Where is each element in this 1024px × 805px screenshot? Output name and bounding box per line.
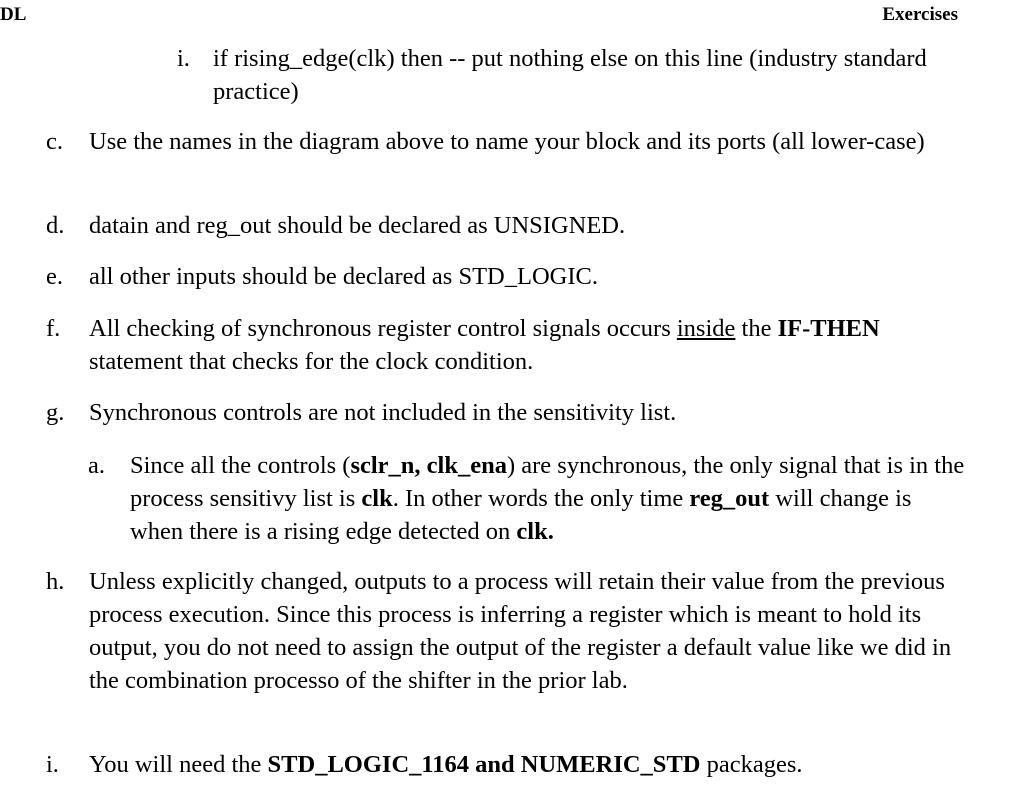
list-item-d [46,209,966,242]
text-run: . In other words the only time [392,485,690,512]
list-item-text [130,449,968,548]
list-marker: i. [177,45,190,72]
text-run: the [735,315,778,342]
list-item-text [89,312,966,378]
text-run: packages. [700,751,803,778]
list-item-g [46,396,966,429]
list-marker: h. [46,568,65,595]
list-item-text: all other inputs should be declared as STD_LOGIC. [89,263,598,290]
bold-keyword: clk. [516,518,554,545]
bold-keyword: IF-THEN [777,315,880,342]
text-run: statement that checks for the clock condition. [89,348,534,375]
bold-keyword: STD_LOGIC_1164 and NUMERIC_STD [267,751,701,778]
list-item-text [89,748,966,781]
list-marker: d. [46,212,65,239]
text-run: ) are synchronous, the only signal that is in the process sensitivy list is [130,452,965,512]
page-header [0,4,1024,26]
list-item-text: Unless explicitly changed, outputs to a process will retain their value from the previous process execution. Since this process is inferring a register which is meant to hold its output, you do not need to assign the output of the register a default value like we did in the combination processo of the shifter in the prior lab. [89,568,952,694]
text-run: will change is when there is a rising edge detected on [130,485,912,545]
header-left-label: DL [0,4,27,25]
list-item-text: datain and reg_out should be declared as UNSIGNED. [89,212,626,239]
list-marker: g. [46,399,65,426]
list-item-text: Synchronous controls are not included in the sensitivity list. [89,399,677,426]
list-marker: f. [46,315,61,342]
text-run: All checking of synchronous register control signals occurs [89,315,677,342]
list-item-h [46,565,966,697]
list-marker: e. [46,263,63,290]
list-item-f [46,312,966,378]
text-run: Since all the controls ( [130,452,351,479]
list-item-i-sub [177,42,967,108]
bold-keyword: clk [361,485,393,512]
header-section-title: Exercises [882,4,958,25]
bold-keyword: reg_out [689,485,770,512]
list-item-text: if rising_edge(clk) then -- put nothing else on this line (industry standard practice) [213,45,927,105]
list-item-g-a [88,449,968,548]
list-item-text: Use the names in the diagram above to name your block and its ports (all lower-case) [89,128,925,155]
underlined-word: inside [676,315,736,342]
bold-keyword: sclr_n, clk_ena [350,452,507,479]
list-marker: a. [88,452,105,479]
list-item-i-main [46,748,966,781]
text-run: You will need the [89,751,268,778]
list-marker: i. [46,751,59,778]
list-item-c [46,125,966,158]
list-item-e [46,260,966,293]
list-marker: c. [46,128,63,155]
